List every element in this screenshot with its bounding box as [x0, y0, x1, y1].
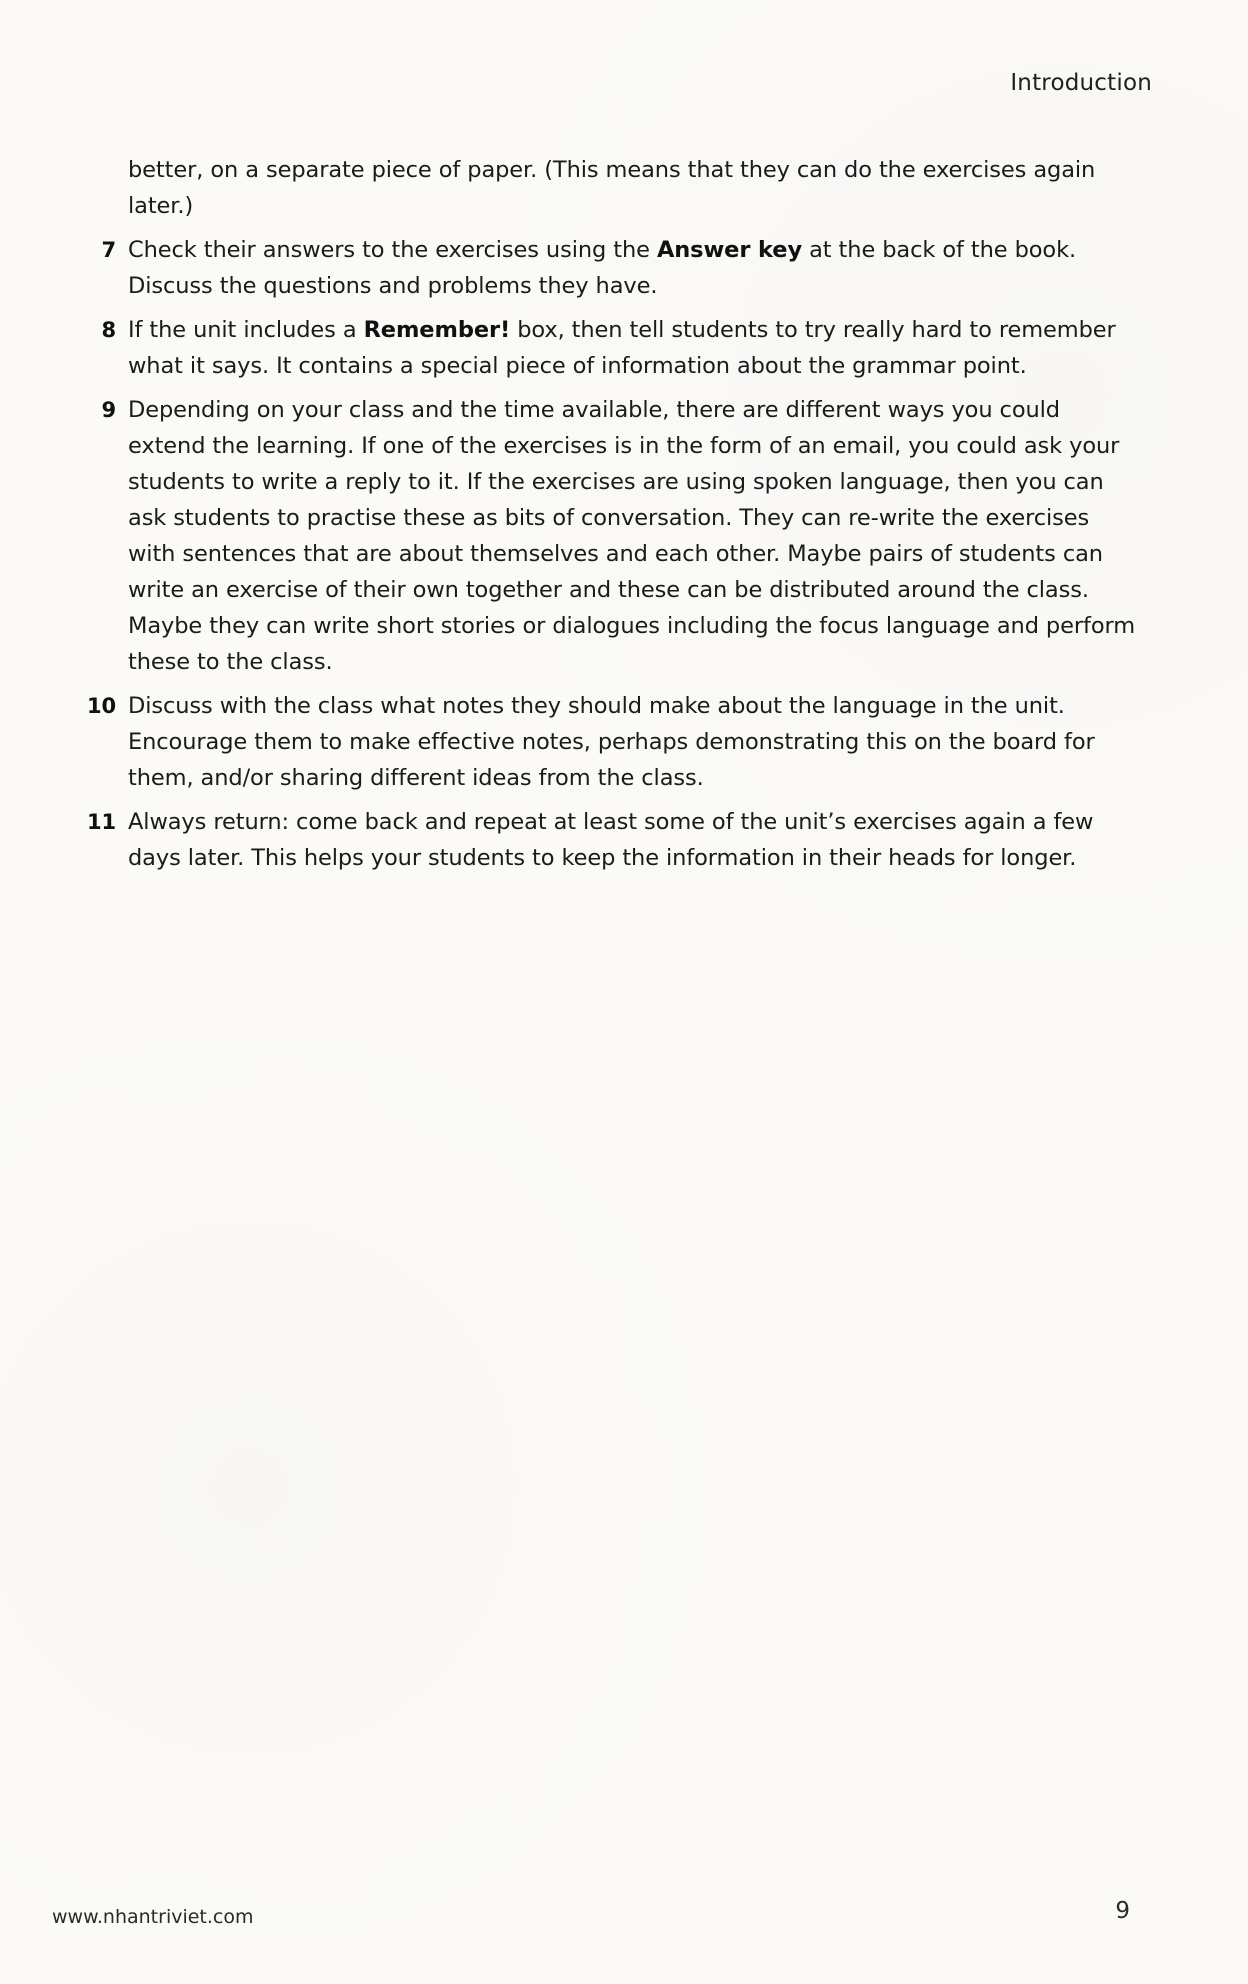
list-item-11 [80, 804, 1142, 876]
page-number: 9 [1115, 1898, 1130, 1924]
item-text [128, 312, 1142, 384]
running-head: Introduction [1010, 70, 1152, 96]
item-number: 10 [86, 694, 116, 718]
item-text: Discuss with the class what notes they should make about the language in the unit. Encourage them to make effective notes, perhaps demonstrating this on the board for them, and/or sharing different ideas from the class. [128, 693, 1095, 791]
list-item-7 [80, 232, 1142, 304]
item-text-after: box, then tell students to try really hard to remember what it says. It contains a special piece of information about the grammar point. [128, 317, 1116, 379]
item-number: 7 [101, 238, 116, 262]
body-text [80, 152, 1142, 884]
list-item-8 [80, 312, 1142, 384]
item-text-after: at the back of the book. Discuss the questions and problems they have. [128, 237, 1077, 299]
remember-bold: Remember! [363, 317, 511, 343]
item-text-before: If the unit includes a [128, 317, 364, 343]
footer-website: www.nhantriviet.com [52, 1906, 254, 1928]
item-number: 9 [101, 398, 116, 422]
list-item-10 [80, 688, 1142, 796]
item-text [128, 232, 1142, 304]
list-item-9 [80, 392, 1142, 680]
item-number: 8 [101, 318, 116, 342]
continuation-paragraph: better, on a separate piece of paper. (This means that they can do the exercises again later.) [128, 157, 1096, 219]
answer-key-bold: Answer key [656, 237, 803, 263]
item-text-before: Check their answers to the exercises using the [128, 237, 657, 263]
item-number: 11 [86, 810, 116, 834]
item-text: Always return: come back and repeat at least some of the unit’s exercises again a few days later. This helps your students to keep the information in their heads for longer. [128, 809, 1094, 871]
item-text: Depending on your class and the time available, there are different ways you could extend the learning. If one of the exercises is in the form of an email, you could ask your students to write a reply to it. If the exercises are using spoken language, then you can ask students to practise these as bits of conversation. They can re-write the exercises with sentences that are about themselves and each other. Maybe pairs of students can write an exercise of their own together and these can be distributed around the class. Maybe they can write short stories or dialogues including the focus language and perform these to the class. [128, 397, 1136, 675]
